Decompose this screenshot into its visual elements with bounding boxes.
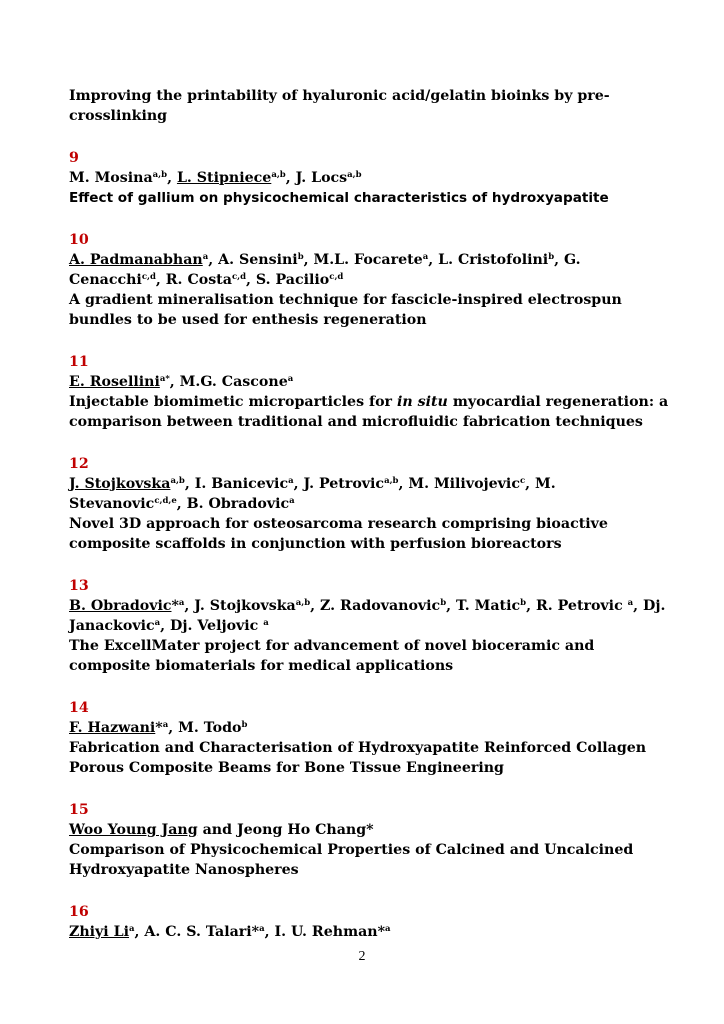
entry-authors [69, 922, 669, 942]
title-italic-part: in situ [396, 394, 448, 410]
abstract-list [69, 86, 669, 964]
entry-authors [69, 474, 669, 514]
affiliation-superscript: b [548, 252, 555, 262]
presenting-author: J. Stojkovska [69, 476, 171, 492]
affiliation-superscript: c,d [141, 272, 156, 282]
entry-number: 13 [69, 578, 89, 594]
affiliation-superscript: c,d [231, 272, 247, 282]
author-text: , M.G. Cascone [169, 374, 288, 390]
entry-authors [69, 168, 669, 188]
author-text: , T. Matic [446, 598, 521, 614]
entry-number: 9 [69, 150, 79, 166]
affiliation-superscript: a,b [347, 170, 362, 180]
author-text: , J. Locs [285, 170, 348, 186]
affiliation-superscript: a [263, 618, 269, 628]
entry-number: 12 [69, 456, 89, 472]
author-text: and Jeong Ho Chang* [197, 822, 374, 838]
author-text: , M. Milivojevic [398, 476, 520, 492]
author-text: , G. Cenacchi [69, 252, 581, 288]
author-text: , R. Costa [155, 272, 232, 288]
author-text: , I. Banicevic [184, 476, 289, 492]
author-text: , M.L. Focarete [303, 252, 423, 268]
author-text: , Dj. Veljovic [160, 618, 264, 634]
author-text: , Z. Radovanovic [310, 598, 441, 614]
author-text: , [167, 170, 177, 186]
presenting-author: B. Obradovic [69, 598, 172, 614]
abstract-entry [69, 698, 669, 778]
entry-title: Comparison of Physicochemical Properties of Calcined and Uncalcined Hydroxyapatite Nanospheres [69, 842, 634, 878]
presenting-author: E. Rosellini [69, 374, 160, 390]
presenting-author: F. Hazwani [69, 720, 156, 736]
affiliation-superscript: a [154, 618, 161, 628]
entry-authors [69, 596, 669, 636]
abstract-entry [69, 454, 669, 554]
entry-title: A gradient mineralisation technique for fascicle-inspired electrospun bundles to be used for enthesis regeneration [69, 292, 622, 328]
entry-number: 11 [69, 354, 89, 370]
affiliation-superscript: a [178, 598, 185, 608]
affiliation-superscript: a [287, 374, 294, 384]
author-text: M. Mosina [69, 170, 153, 186]
affiliation-superscript: c [519, 476, 526, 486]
author-text: , L. Cristofolini [428, 252, 549, 268]
entries-container [69, 148, 669, 942]
entry-title-continued: Improving the printability of hyaluronic acid/gelatin bioinks by pre-crosslinking [69, 88, 610, 124]
entry-number: 16 [69, 904, 89, 920]
entry-title: Fabrication and Characterisation of Hydroxyapatite Reinforced Collagen Porous Composite Beams for Bone Tissue Engineering [69, 740, 647, 776]
affiliation-superscript: a [385, 924, 391, 934]
affiliation-superscript: a [288, 476, 294, 486]
abstract-entry [69, 902, 669, 942]
title-part: myocardial regeneration: a comparison between traditional and microfluidic fabrication techniques [69, 394, 669, 430]
entry-title: Novel 3D approach for osteosarcoma research comprising bioactive composite scaffolds in conjunction with perfusion bioreactors [69, 516, 608, 552]
affiliation-superscript: a* [159, 374, 170, 384]
affiliation-superscript: c,d,e [154, 496, 177, 506]
affiliation-superscript: a [202, 252, 209, 262]
abstract-entry [69, 230, 669, 330]
affiliation-superscript: c,d [329, 272, 344, 282]
entry-authors [69, 820, 669, 840]
entry-authors [69, 718, 669, 738]
entry-title: The ExcellMater project for advancement of novel bioceramic and composite biomaterials for medical applications [69, 638, 595, 674]
presenting-author: Woo Young Jang [69, 822, 198, 838]
affiliation-superscript: a [289, 496, 295, 506]
abstract-entry [69, 800, 669, 880]
entry-title [69, 392, 669, 432]
abstract-entry [69, 352, 669, 432]
affiliation-superscript: a [162, 720, 169, 730]
affiliation-superscript: a,b [295, 598, 311, 608]
entry-authors [69, 372, 669, 392]
affiliation-superscript: a,b [152, 170, 168, 180]
presenting-author: Zhiyi Li [69, 924, 129, 940]
author-text: , M. Todo [168, 720, 242, 736]
affiliation-superscript: a,b [384, 476, 399, 486]
author-text: , J. Petrovic [293, 476, 385, 492]
affiliation-superscript: a,b [271, 170, 286, 180]
author-text: * [155, 720, 163, 736]
affiliation-superscript: b [297, 252, 304, 262]
affiliation-superscript: a [422, 252, 429, 262]
author-text: , M. Stevanovic [69, 476, 556, 512]
affiliation-superscript: a [129, 924, 135, 934]
presenting-author: A. Padmanabhan [69, 252, 203, 268]
affiliation-superscript: b [241, 720, 248, 730]
abstract-entry [69, 148, 669, 208]
author-text: , A. Sensini [208, 252, 298, 268]
affiliation-superscript: b [440, 598, 447, 608]
title-part: Injectable biomimetic microparticles for [69, 394, 397, 410]
page-number: 2 [358, 949, 366, 964]
author-text: * [171, 598, 179, 614]
entry-title: Effect of gallium on physicochemical characteristics of hydroxyapatite [69, 190, 609, 206]
affiliation-superscript: b [520, 598, 527, 608]
author-text: , B. Obradovic [176, 496, 290, 512]
abstract-entry [69, 576, 669, 676]
entry-authors [69, 250, 669, 290]
author-text: , I. U. Rehman* [264, 924, 386, 940]
author-text: , S. Pacilio [246, 272, 330, 288]
entry-number: 10 [69, 232, 89, 248]
entry-number: 14 [69, 700, 89, 716]
affiliation-superscript: a [627, 598, 634, 608]
author-text: , A. C. S. Talari* [134, 924, 260, 940]
affiliation-superscript: a [259, 924, 265, 934]
presenting-author: L. Stipniece [176, 170, 272, 186]
author-text: , Dj. Janackovic [69, 598, 666, 634]
author-text: , J. Stojkovska [184, 598, 296, 614]
affiliation-superscript: a,b [170, 476, 185, 486]
author-text: , R. Petrovic [526, 598, 628, 614]
entry-number: 15 [69, 802, 89, 818]
